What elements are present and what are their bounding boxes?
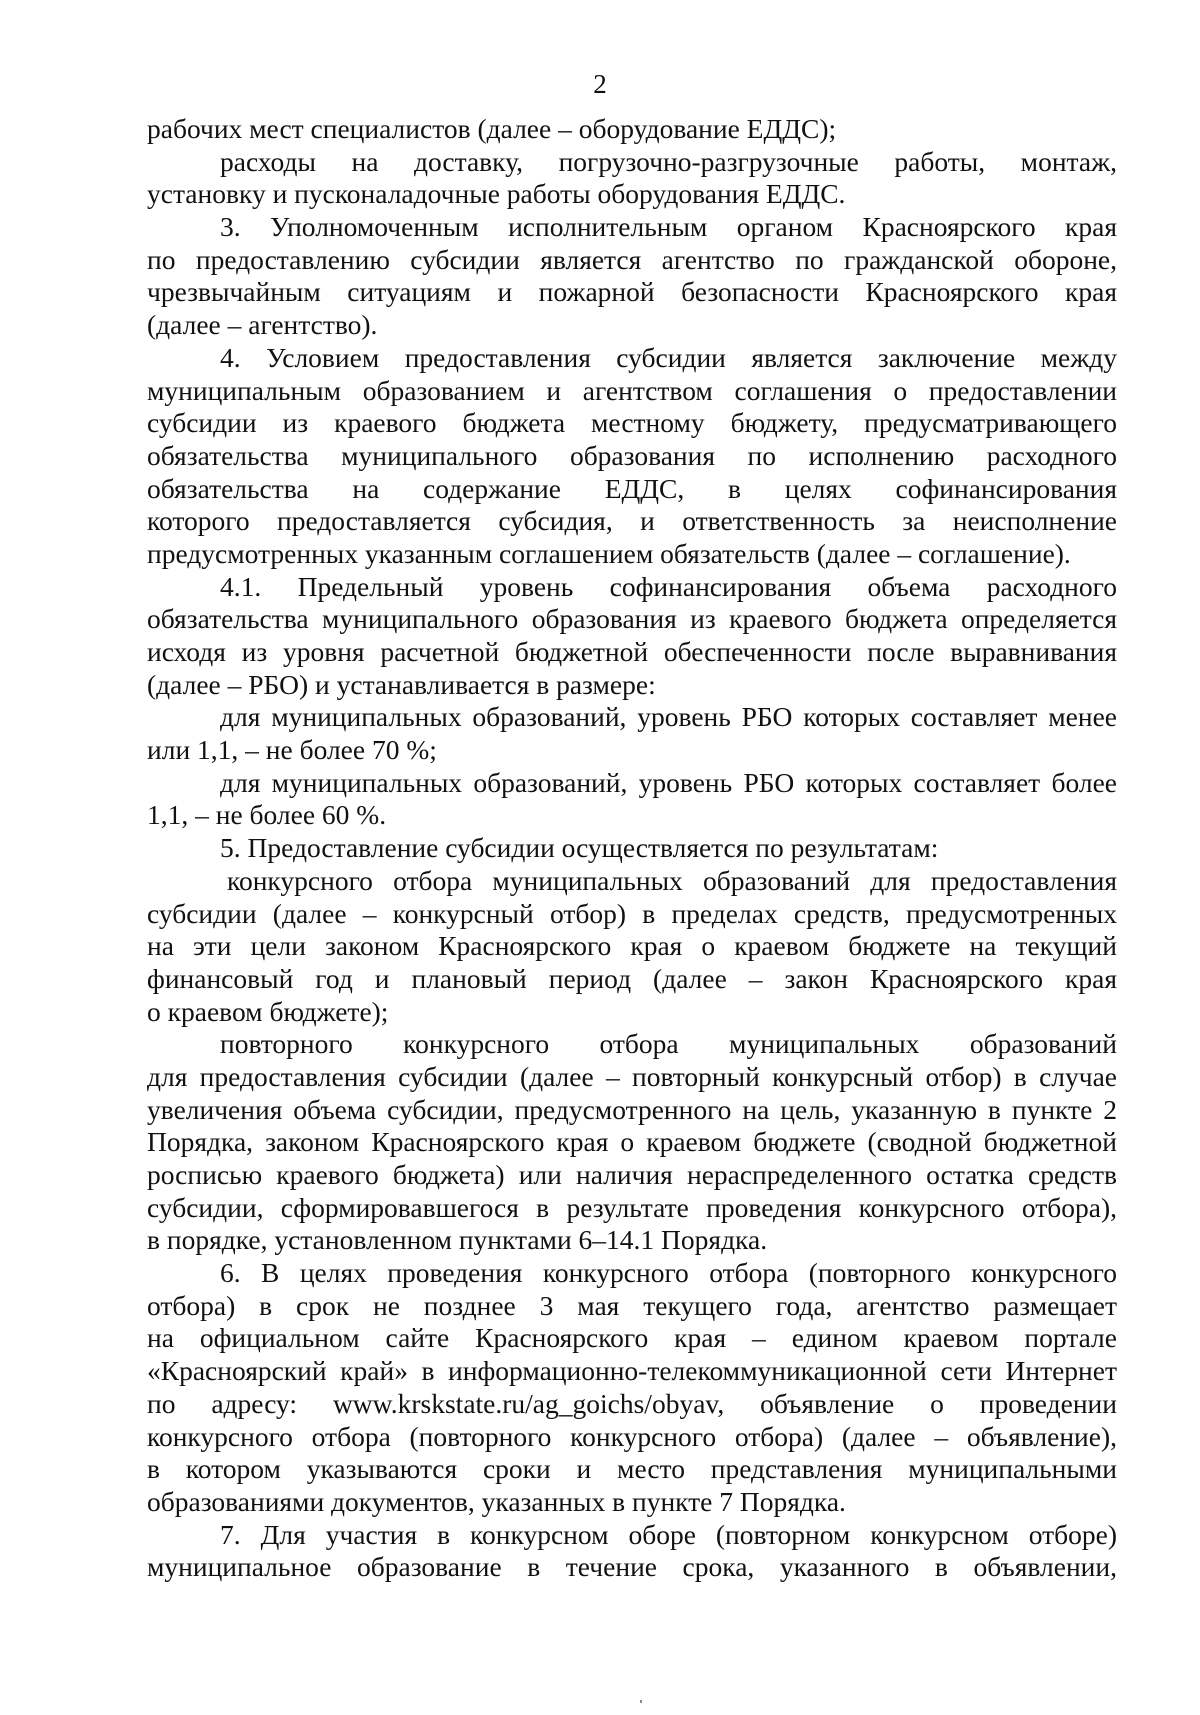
text-line: «Красноярский край» в информационно-телекоммуникационной сети Интернет bbox=[147, 1355, 1117, 1387]
text-line: субсидии, сформировавшегося в результате проведения конкурсного отбора), bbox=[147, 1191, 1117, 1223]
page-number: 2 bbox=[593, 69, 607, 99]
text-line: исходя из уровня расчетной бюджетной обеспеченности после выравнивания bbox=[147, 636, 1117, 667]
text-line: 4. Условием предоставления субсидии является заключение между bbox=[220, 341, 1117, 373]
text-line: 4.1. Предельный уровень софинансирования объема расходного bbox=[220, 570, 1117, 602]
scan-artifact bbox=[640, 1700, 642, 1703]
text-line: по предоставлению субсидии является агентство по гражданской обороне, bbox=[147, 243, 1117, 275]
text-line: Порядка, законом Красноярского края о краевом бюджете (сводной бюджетной bbox=[147, 1126, 1117, 1158]
text-line: рабочих мест специалистов (далее – оборудование ЕДДС); bbox=[147, 113, 837, 144]
text-line: 7. Для участия в конкурсном оборе (повторном конкурсном отборе) bbox=[220, 1518, 1117, 1550]
text-line: предусмотренных указанным соглашением обязательств (далее – соглашение). bbox=[147, 537, 1071, 569]
text-line: на официальном сайте Красноярского края – едином краевом портале bbox=[147, 1322, 1117, 1354]
text-line: по адресу: www.krskstate.ru/ag_goichs/obyav, объявление о проведении bbox=[147, 1387, 1117, 1419]
text-line: для муниципальных образований, уровень РБО которых составляет более bbox=[220, 766, 1117, 798]
text-line: (далее – агентство). bbox=[147, 309, 378, 341]
text-line: обязательства на содержание ЕДДС, в целях софинансирования bbox=[147, 472, 1117, 504]
text-line: финансовый год и плановый период (далее – закон Красноярского края bbox=[147, 962, 1117, 994]
text-line: субсидии (далее – конкурсный отбор) в пределах средств, предусмотренных bbox=[147, 897, 1117, 929]
text-line: в котором указываются сроки и место представления муниципальными bbox=[147, 1453, 1117, 1485]
text-line: для предоставления субсидии (далее – повторный конкурсный отбор) в случае bbox=[147, 1060, 1117, 1092]
text-line: 6. В целях проведения конкурсного отбора (повторного конкурсного bbox=[220, 1257, 1117, 1289]
text-line: образованиями документов, указанных в пункте 7 Порядка. bbox=[147, 1485, 846, 1517]
text-line: субсидии из краевого бюджета местному бюджету, предусматривающего bbox=[147, 407, 1117, 439]
text-line: повторного конкурсного отбора муниципальных образований bbox=[220, 1028, 1117, 1060]
text-line: обязательства муниципального образования из краевого бюджета определяется bbox=[147, 603, 1117, 635]
text-line: 5. Предоставление субсидии осуществляется по результатам: bbox=[220, 832, 939, 864]
text-line: муниципальным образованием и агентством соглашения о предоставлении bbox=[147, 374, 1117, 406]
text-line: муниципальное образование в течение срока, указанного в объявлении, bbox=[147, 1551, 1117, 1583]
text-line: установку и пусконаладочные работы оборудования ЕДДС. bbox=[147, 178, 846, 210]
text-line: отбора) в срок не позднее 3 мая текущего года, агентство размещает bbox=[147, 1289, 1117, 1321]
text-line: или 1,1, – не более 70 %; bbox=[147, 734, 437, 766]
text-line: в порядке, установленном пунктами 6–14.1 Порядка. bbox=[147, 1224, 768, 1256]
text-line: на эти цели законом Красноярского края о краевом бюджете на текущий bbox=[147, 930, 1117, 962]
text-line: (далее – РБО) и устанавливается в размере: bbox=[147, 668, 656, 700]
document-body bbox=[147, 113, 1117, 1584]
text-line: 1,1, – не более 60 %. bbox=[147, 799, 387, 831]
text-line: конкурсного отбора (повторного конкурсного отбора) (далее – объявление), bbox=[147, 1420, 1117, 1452]
text-line: которого предоставляется субсидия, и ответственность за неисполнение bbox=[147, 505, 1117, 537]
text-line: конкурсного отбора муниципальных образований для предоставления bbox=[227, 864, 1117, 896]
text-line: расходы на доставку, погрузочно-разгрузочные работы, монтаж, bbox=[220, 145, 1117, 177]
text-line: росписью краевого бюджета) или наличия нераспределенного остатка средств bbox=[147, 1159, 1117, 1190]
text-line: чрезвычайным ситуациям и пожарной безопасности Красноярского края bbox=[147, 276, 1117, 308]
text-line: о краевом бюджете); bbox=[147, 995, 389, 1027]
text-line: увеличения объема субсидии, предусмотренного на цель, указанную в пункте 2 bbox=[147, 1093, 1117, 1125]
text-line: для муниципальных образований, уровень РБО которых составляет менее bbox=[220, 701, 1117, 733]
text-line: 3. Уполномоченным исполнительным органом Красноярского края bbox=[220, 211, 1117, 243]
text-line: обязательства муниципального образования по исполнению расходного bbox=[147, 439, 1117, 471]
